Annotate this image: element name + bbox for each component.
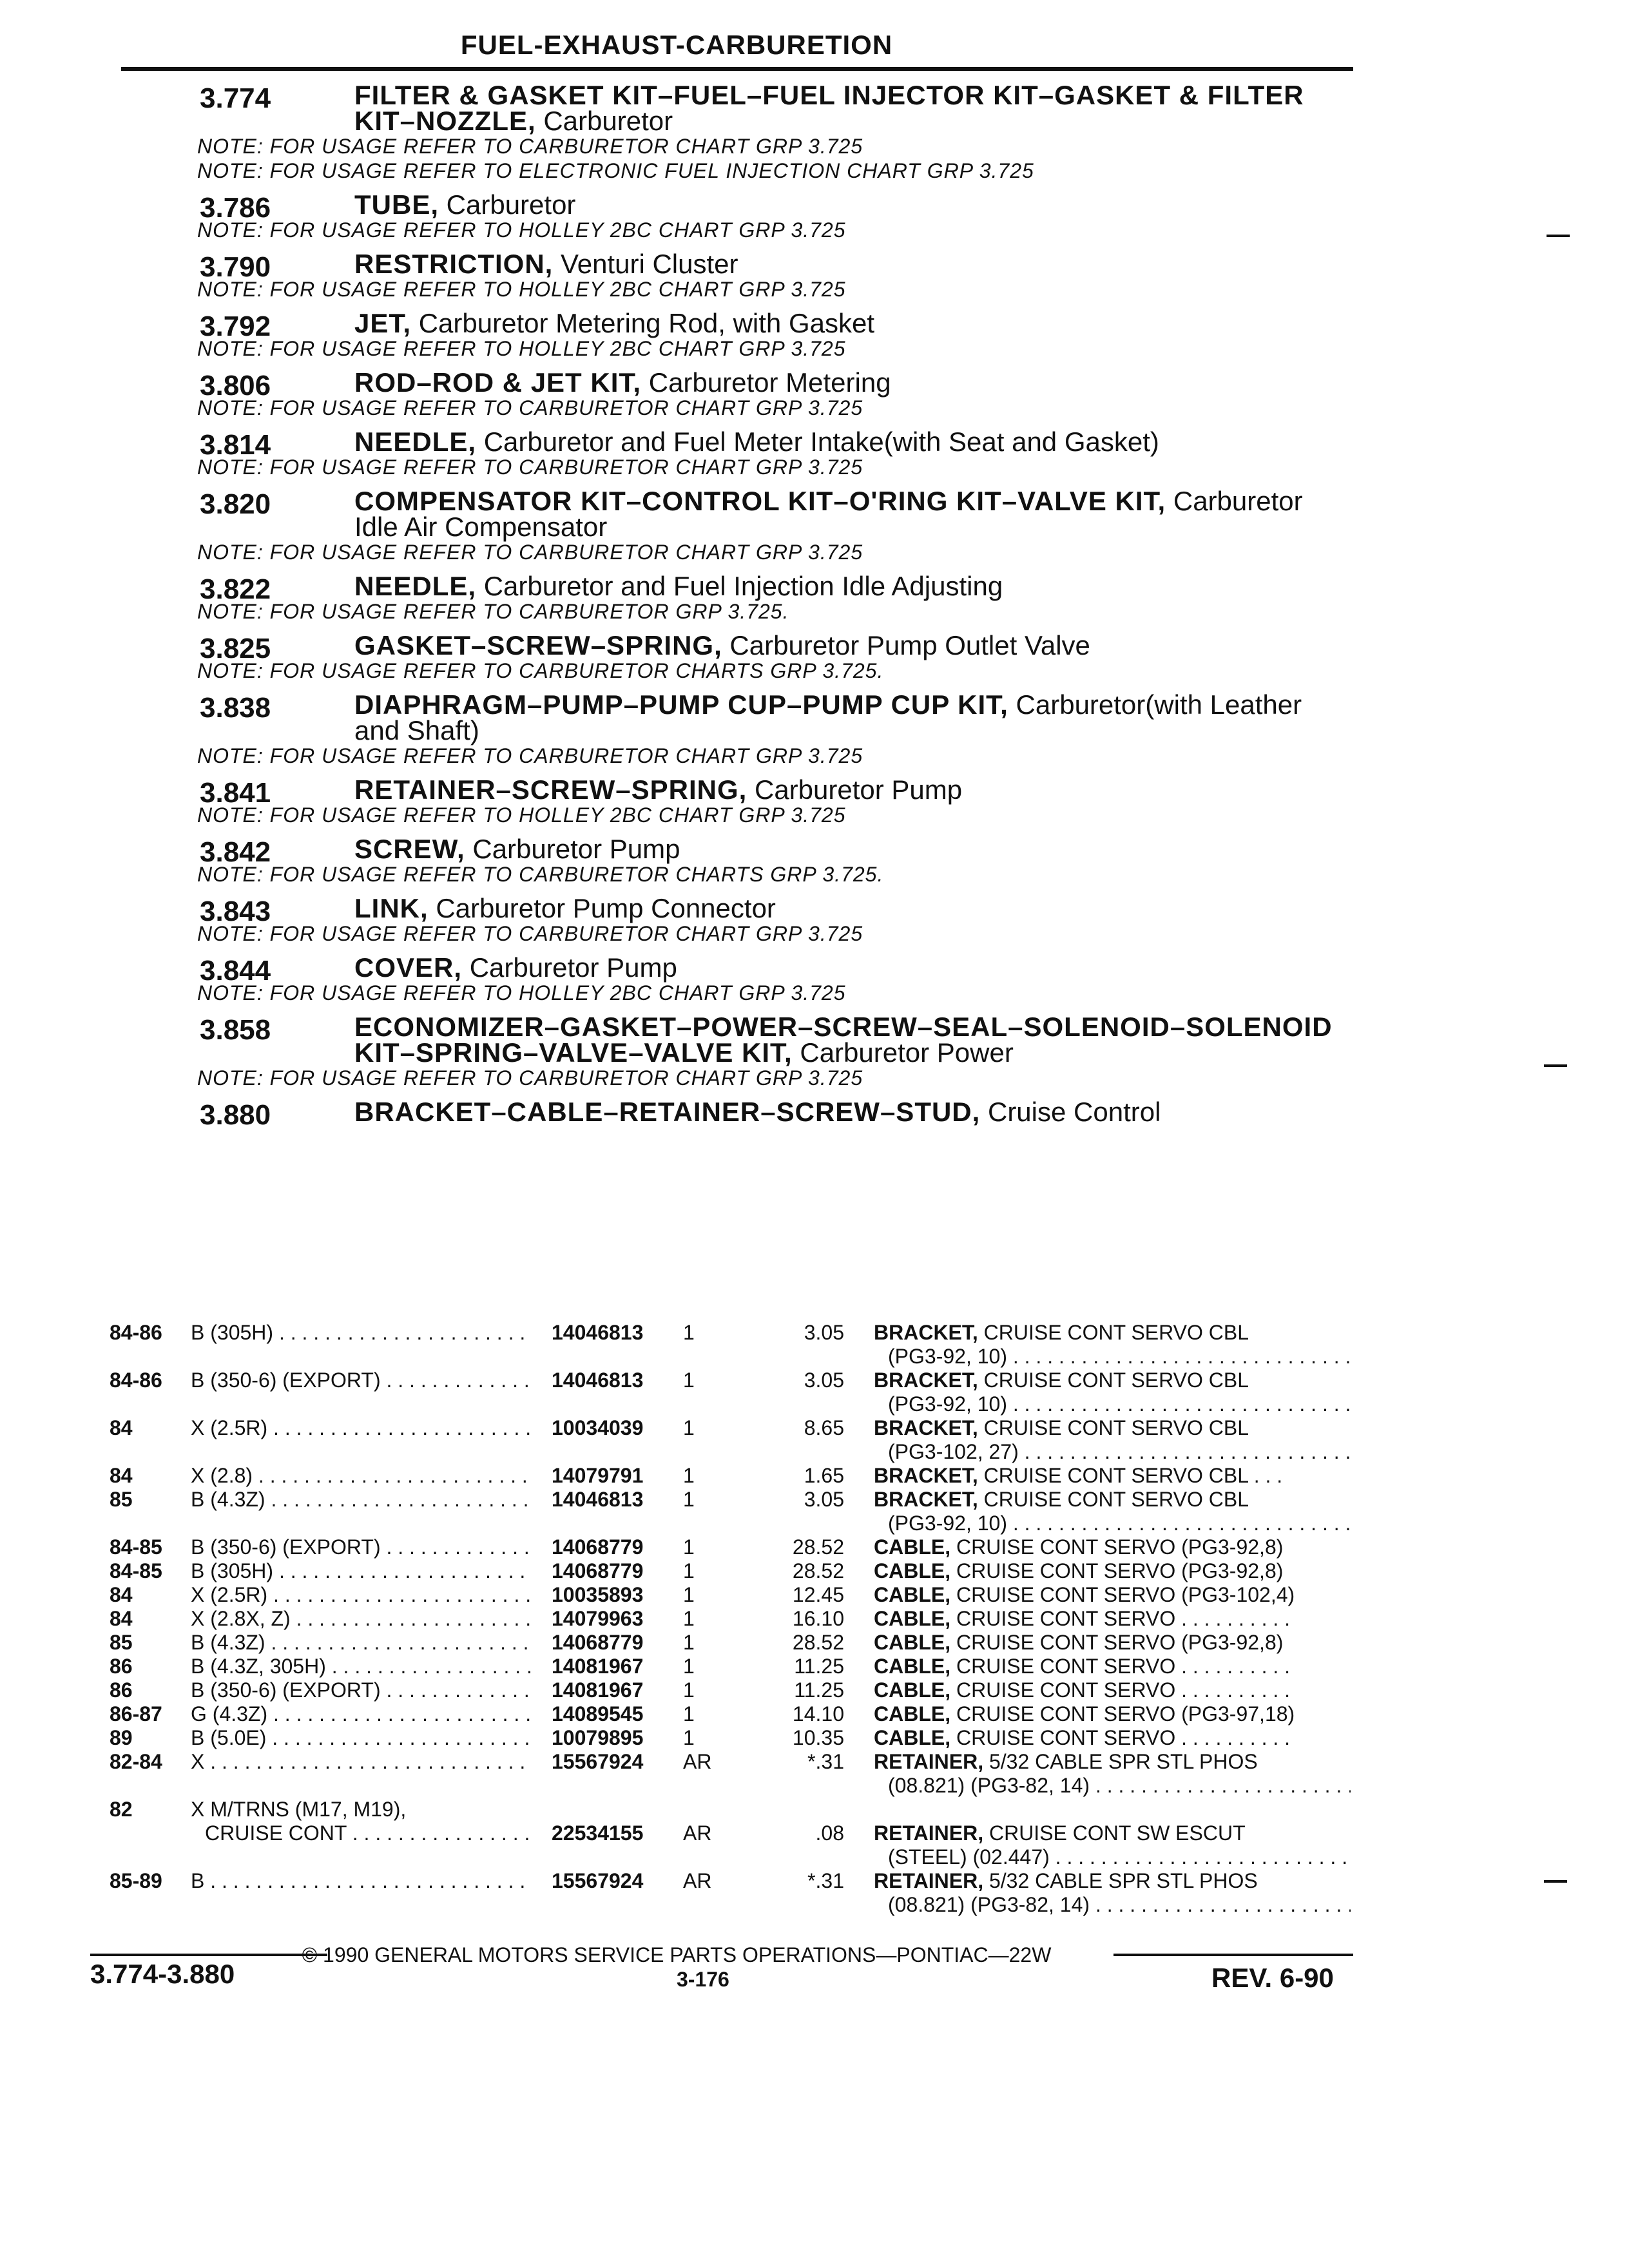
- group-title: [354, 1014, 1334, 1066]
- part-model: X . . .: [191, 1750, 532, 1774]
- part-model: X M/TRNS (M17, M19),: [191, 1798, 407, 1821]
- parts-row: [0, 1488, 1629, 1535]
- part-years: 85-89: [110, 1869, 162, 1892]
- part-price: *.31: [807, 1869, 844, 1892]
- part-description: [874, 1464, 1351, 1488]
- footer-group-range: 3.774-3.880: [90, 1959, 235, 1989]
- group-number: 3.838: [200, 692, 271, 724]
- part-description: [874, 1369, 1351, 1392]
- group-number: 3.844: [200, 955, 271, 986]
- part-desc-text: CRUISE CONT SERVO . . . . . . . . . .: [950, 1678, 1291, 1702]
- part-model-cont: CRUISE CONT . . .: [205, 1821, 532, 1845]
- usage-note: NOTE: FOR USAGE REFER TO CARBURETOR CHART GRP 3.725: [197, 456, 863, 479]
- group-title-bold: ECONOMIZER–GASKET–POWER–SCREW–SEAL–SOLENOID–SOLENOID KIT–SPRING–VALVE–VALVE KIT,: [354, 1012, 1333, 1068]
- group-entry: [0, 367, 1629, 420]
- usage-note: NOTE: FOR USAGE REFER TO CARBURETOR CHART GRP 3.725: [197, 396, 863, 419]
- group-entry: [0, 1097, 1629, 1131]
- group-number: 3.790: [200, 251, 271, 283]
- group-title-rest: Carburetor Metering: [641, 367, 891, 398]
- part-model: X (2.5R) . . .: [191, 1583, 532, 1607]
- part-desc-text: CRUISE CONT SERVO (PG3-92,8): [950, 1559, 1284, 1582]
- part-years: 86: [110, 1655, 133, 1678]
- group-title-bold: LINK,: [354, 893, 429, 923]
- part-qty: AR: [683, 1750, 712, 1773]
- part-number: 14081967: [552, 1678, 644, 1702]
- group-title-rest: Carburetor Metering Rod, with Gasket: [411, 308, 875, 338]
- part-years: 84-86: [110, 1321, 162, 1344]
- parts-row: [0, 1535, 1629, 1559]
- group-title-rest: Carburetor: [439, 189, 576, 220]
- footer-revision: REV. 6-90: [1211, 1963, 1334, 1993]
- part-years: 84: [110, 1464, 133, 1487]
- part-description: [874, 1535, 1351, 1559]
- group-entry: [0, 836, 1629, 887]
- part-description: [874, 1583, 1351, 1607]
- margin-mark: [1544, 1064, 1567, 1067]
- part-description: [874, 1488, 1351, 1512]
- group-title-rest: Venturi Cluster: [553, 249, 738, 279]
- usage-note: NOTE: FOR USAGE REFER TO CARBURETOR CHARTS GRP 3.725.: [197, 863, 884, 886]
- group-number: 3.843: [200, 896, 271, 927]
- part-description: [874, 1821, 1351, 1845]
- part-desc-text: CRUISE CONT SERVO (PG3-92,8): [950, 1631, 1284, 1654]
- part-model: B (350-6) (EXPORT) . . .: [191, 1535, 532, 1559]
- part-qty: 1: [683, 1559, 695, 1582]
- usage-note: NOTE: FOR USAGE REFER TO CARBURETOR CHARTS GRP 3.725.: [197, 659, 884, 682]
- part-desc-bold: CABLE,: [874, 1655, 951, 1678]
- part-desc-bold: CABLE,: [874, 1702, 951, 1725]
- part-desc-bold: RETAINER,: [874, 1869, 984, 1892]
- part-price: *.31: [807, 1750, 844, 1773]
- group-title-bold: BRACKET–CABLE–RETAINER–SCREW–STUD,: [354, 1097, 981, 1127]
- part-desc-bold: BRACKET,: [874, 1416, 978, 1439]
- part-model: X (2.5R) . . .: [191, 1416, 532, 1440]
- part-price: .08: [815, 1821, 844, 1845]
- group-entry: [0, 774, 1629, 827]
- part-qty: 1: [683, 1631, 695, 1654]
- group-number: 3.820: [200, 488, 271, 520]
- part-price: 10.35: [792, 1726, 844, 1749]
- part-description-cont: (08.821) (PG3-82, 14) . . .: [888, 1774, 1351, 1798]
- group-title-bold: NEEDLE,: [354, 427, 477, 457]
- part-price: 14.10: [792, 1702, 844, 1725]
- part-years: 86: [110, 1678, 133, 1702]
- group-title: [354, 251, 1334, 277]
- usage-note: NOTE: FOR USAGE REFER TO HOLLEY 2BC CHART GRP 3.725: [197, 218, 846, 242]
- part-years: 84: [110, 1607, 133, 1630]
- parts-row: [0, 1631, 1629, 1655]
- part-desc-text: CRUISE CONT SERVO (PG3-102,4): [950, 1583, 1295, 1606]
- group-title: [354, 488, 1334, 540]
- parts-row: [0, 1464, 1629, 1488]
- part-description: [874, 1702, 1351, 1726]
- part-desc-bold: CABLE,: [874, 1559, 951, 1582]
- page-header-title: FUEL-EXHAUST-CARBURETION: [460, 30, 893, 60]
- part-desc-text: CRUISE CONT SERVO CBL: [978, 1321, 1249, 1344]
- part-description: [874, 1678, 1351, 1702]
- group-title-bold: RESTRICTION,: [354, 249, 554, 279]
- part-model: B (4.3Z) . . .: [191, 1631, 532, 1655]
- group-number: 3.806: [200, 370, 271, 401]
- parts-row: [0, 1726, 1629, 1750]
- group-title-bold: RETAINER–SCREW–SPRING,: [354, 774, 747, 805]
- part-model: X (2.8) . . .: [191, 1464, 532, 1488]
- part-qty: 1: [683, 1655, 695, 1678]
- part-desc-bold: CABLE,: [874, 1631, 951, 1654]
- part-description-cont: (PG3-92, 10) . . .: [888, 1512, 1351, 1535]
- part-number: 14089545: [552, 1702, 644, 1725]
- group-number: 3.814: [200, 429, 271, 461]
- part-qty: 1: [683, 1702, 695, 1725]
- group-number: 3.842: [200, 836, 271, 868]
- part-description: [874, 1726, 1351, 1750]
- part-model: X (2.8X, Z) . . .: [191, 1607, 532, 1631]
- part-desc-bold: CABLE,: [874, 1583, 951, 1606]
- group-entry: [0, 429, 1629, 479]
- part-model: B (350-6) (EXPORT) . . .: [191, 1678, 532, 1702]
- part-description-cont: (PG3-102, 27) . . .: [888, 1440, 1351, 1464]
- parts-row: [0, 1369, 1629, 1416]
- part-years: 84-86: [110, 1369, 162, 1392]
- part-model: B (350-6) (EXPORT) . . .: [191, 1369, 532, 1392]
- group-title: [354, 952, 1334, 983]
- usage-note: NOTE: FOR USAGE REFER TO HOLLEY 2BC CHART GRP 3.725: [197, 337, 846, 360]
- part-desc-text: 5/32 CABLE SPR STL PHOS: [983, 1869, 1258, 1892]
- group-title: [354, 836, 1334, 862]
- part-desc-bold: CABLE,: [874, 1678, 951, 1702]
- part-desc-bold: BRACKET,: [874, 1488, 978, 1511]
- part-price: 28.52: [792, 1559, 844, 1582]
- part-desc-text: CRUISE CONT SERVO (PG3-92,8): [950, 1535, 1284, 1559]
- part-description-cont: (08.821) (PG3-82, 14) . . .: [888, 1893, 1351, 1917]
- part-description: [874, 1750, 1351, 1774]
- part-number: 14068779: [552, 1631, 644, 1654]
- usage-note: NOTE: FOR USAGE REFER TO CARBURETOR CHART GRP 3.725: [197, 922, 863, 945]
- parts-row: [0, 1607, 1629, 1631]
- part-number: 10035893: [552, 1583, 644, 1606]
- group-title-bold: FILTER & GASKET KIT–FUEL–FUEL INJECTOR KIT–GASKET & FILTER KIT–NOZZLE,: [354, 80, 1304, 136]
- group-number: 3.786: [200, 192, 271, 224]
- part-price: 8.65: [804, 1416, 844, 1439]
- group-title-bold: COVER,: [354, 952, 463, 983]
- part-price: 1.65: [804, 1464, 844, 1487]
- group-title-bold: JET,: [354, 308, 412, 338]
- group-title-bold: NEEDLE,: [354, 571, 477, 601]
- part-qty: 1: [683, 1583, 695, 1606]
- part-years: 86-87: [110, 1702, 162, 1725]
- part-description-cont: (PG3-92, 10) . . .: [888, 1345, 1351, 1369]
- group-entry: [0, 893, 1629, 946]
- part-description: [874, 1631, 1351, 1655]
- group-entry: [0, 251, 1629, 302]
- part-model: G (4.3Z) . . .: [191, 1702, 532, 1726]
- parts-row: [0, 1559, 1629, 1583]
- part-desc-bold: RETAINER,: [874, 1750, 984, 1773]
- group-entry: [0, 689, 1629, 768]
- group-title: [354, 630, 1334, 660]
- part-number: 14081967: [552, 1655, 644, 1678]
- margin-mark: [1544, 1880, 1567, 1883]
- parts-row: [0, 1702, 1629, 1726]
- usage-note: NOTE: FOR USAGE REFER TO HOLLEY 2BC CHART GRP 3.725: [197, 278, 846, 301]
- part-qty: 1: [683, 1321, 695, 1344]
- part-description: [874, 1321, 1351, 1345]
- part-number: 15567924: [552, 1750, 644, 1773]
- group-entry: [0, 308, 1629, 361]
- part-model: B (305H) . . .: [191, 1559, 532, 1583]
- part-years: 84: [110, 1416, 133, 1439]
- group-entry: [0, 1014, 1629, 1090]
- group-title: [354, 82, 1334, 134]
- group-title-bold: GASKET–SCREW–SPRING,: [354, 630, 722, 660]
- part-number: 22534155: [552, 1821, 644, 1845]
- group-number: 3.841: [200, 777, 271, 809]
- part-description: [874, 1416, 1351, 1440]
- part-number: 15567924: [552, 1869, 644, 1892]
- group-title: [354, 689, 1334, 745]
- part-model: B (5.0E) . . .: [191, 1726, 532, 1750]
- group-number: 3.774: [200, 82, 271, 114]
- part-desc-bold: CABLE,: [874, 1535, 951, 1559]
- part-description: [874, 1559, 1351, 1583]
- group-title: [354, 308, 1334, 338]
- group-title-rest: Carburetor(with Leather and Shaft): [354, 689, 1302, 745]
- part-price: 28.52: [792, 1535, 844, 1559]
- group-title-rest: Carburetor Pump Outlet Valve: [722, 630, 1090, 660]
- part-desc-text: CRUISE CONT SERVO CBL . . .: [978, 1464, 1283, 1487]
- group-title-bold: TUBE,: [354, 189, 439, 220]
- part-model: B (305H) . . .: [191, 1321, 532, 1345]
- part-qty: 1: [683, 1369, 695, 1392]
- part-price: 3.05: [804, 1488, 844, 1511]
- part-price: 11.25: [794, 1655, 844, 1678]
- part-years: 84-85: [110, 1535, 162, 1559]
- part-number: 14079791: [552, 1464, 644, 1487]
- part-qty: 1: [683, 1678, 695, 1702]
- group-title-rest: Carburetor Pump: [465, 834, 680, 864]
- group-title-rest: Carburetor Power: [792, 1037, 1014, 1068]
- part-qty: 1: [683, 1726, 695, 1749]
- part-desc-text: CRUISE CONT SERVO (PG3-97,18): [950, 1702, 1295, 1725]
- usage-note: NOTE: FOR USAGE REFER TO CARBURETOR CHART GRP 3.725: [197, 135, 863, 158]
- part-model: B . . .: [191, 1869, 532, 1893]
- part-price: 16.10: [792, 1607, 844, 1630]
- part-model: B (4.3Z) . . .: [191, 1488, 532, 1512]
- margin-mark: [1547, 235, 1570, 237]
- part-number: 14068779: [552, 1535, 644, 1559]
- group-title: [354, 774, 1334, 805]
- parts-row: [0, 1321, 1629, 1369]
- group-number: 3.880: [200, 1099, 271, 1131]
- part-number: 14068779: [552, 1559, 644, 1582]
- part-desc-text: CRUISE CONT SW ESCUT: [983, 1821, 1246, 1845]
- part-desc-bold: RETAINER,: [874, 1821, 984, 1845]
- part-desc-text: CRUISE CONT SERVO CBL: [978, 1416, 1249, 1439]
- part-price: 11.25: [794, 1678, 844, 1702]
- parts-row: [0, 1798, 1629, 1869]
- group-title-rest: Carburetor Pump: [747, 774, 963, 805]
- group-title-rest: Carburetor Pump Connector: [428, 893, 776, 923]
- parts-row: [0, 1678, 1629, 1702]
- group-title-rest: Carburetor and Fuel Meter Intake(with Seat and Gasket): [476, 427, 1159, 457]
- part-years: 84: [110, 1583, 133, 1606]
- part-description: [874, 1869, 1351, 1893]
- part-years: 82: [110, 1798, 133, 1821]
- part-number: 14046813: [552, 1488, 644, 1511]
- group-entry: [0, 573, 1629, 624]
- part-desc-bold: CABLE,: [874, 1607, 951, 1630]
- group-title: [354, 367, 1334, 398]
- group-number: 3.792: [200, 311, 271, 342]
- part-qty: 1: [683, 1416, 695, 1439]
- group-title-rest: Carburetor Idle Air Compensator: [354, 486, 1303, 542]
- part-number: 14079963: [552, 1607, 644, 1630]
- parts-row: [0, 1869, 1629, 1917]
- footer-copyright: © 1990 GENERAL MOTORS SERVICE PARTS OPERATIONS—PONTIAC—22W: [302, 1943, 1052, 1966]
- part-years: 84-85: [110, 1559, 162, 1582]
- usage-note: NOTE: FOR USAGE REFER TO CARBURETOR CHART GRP 3.725: [197, 1066, 863, 1090]
- part-price: 12.45: [792, 1583, 844, 1606]
- part-price: 3.05: [804, 1369, 844, 1392]
- group-title-rest: Carburetor: [535, 106, 673, 136]
- group-title: [354, 893, 1334, 923]
- group-title-bold: COMPENSATOR KIT–CONTROL KIT–O'RING KIT–VALVE KIT,: [354, 486, 1166, 516]
- usage-note: NOTE: FOR USAGE REFER TO CARBURETOR CHART GRP 3.725: [197, 744, 863, 767]
- group-number: 3.825: [200, 633, 271, 664]
- part-years: 89: [110, 1726, 133, 1749]
- group-title: [354, 1099, 1334, 1125]
- part-price: 3.05: [804, 1321, 844, 1344]
- group-title: [354, 429, 1334, 455]
- parts-row: [0, 1655, 1629, 1678]
- group-entry: [0, 630, 1629, 683]
- part-description: [874, 1607, 1351, 1631]
- usage-note: NOTE: FOR USAGE REFER TO HOLLEY 2BC CHART GRP 3.725: [197, 803, 846, 827]
- group-entry: [0, 82, 1629, 183]
- group-number: 3.858: [200, 1014, 271, 1046]
- group-title: [354, 189, 1334, 220]
- part-description: [874, 1655, 1351, 1678]
- group-title: [354, 573, 1334, 599]
- group-title-rest: Carburetor Pump: [462, 952, 677, 983]
- part-number: 10079895: [552, 1726, 644, 1749]
- part-desc-text: 5/32 CABLE SPR STL PHOS: [983, 1750, 1258, 1773]
- part-qty: 1: [683, 1464, 695, 1487]
- part-number: 14046813: [552, 1321, 644, 1344]
- part-qty: AR: [683, 1869, 712, 1892]
- header-rule: [121, 67, 1353, 71]
- group-title-rest: Cruise Control: [980, 1097, 1161, 1127]
- usage-note: NOTE: FOR USAGE REFER TO CARBURETOR CHART GRP 3.725: [197, 541, 863, 564]
- part-qty: AR: [683, 1821, 712, 1845]
- parts-table: [0, 1321, 1629, 1917]
- parts-row: [0, 1416, 1629, 1464]
- part-desc-bold: BRACKET,: [874, 1464, 978, 1487]
- group-title-rest: Carburetor and Fuel Injection Idle Adjusting: [476, 571, 1003, 601]
- part-qty: 1: [683, 1535, 695, 1559]
- part-desc-bold: BRACKET,: [874, 1369, 978, 1392]
- group-title-bold: ROD–ROD & JET KIT,: [354, 367, 642, 398]
- part-qty: 1: [683, 1607, 695, 1630]
- part-desc-text: CRUISE CONT SERVO . . . . . . . . . .: [950, 1607, 1291, 1630]
- part-description-cont: (PG3-92, 10) . . .: [888, 1392, 1351, 1416]
- group-entry: [0, 488, 1629, 564]
- usage-note: NOTE: FOR USAGE REFER TO ELECTRONIC FUEL INJECTION CHART GRP 3.725: [197, 159, 1034, 182]
- part-years: 85: [110, 1631, 133, 1654]
- group-title-bold: SCREW,: [354, 834, 465, 864]
- part-desc-bold: CABLE,: [874, 1726, 951, 1749]
- group-entries: [0, 82, 1629, 1134]
- group-entry: [0, 952, 1629, 1005]
- part-model: B (4.3Z, 305H) . . .: [191, 1655, 532, 1678]
- part-description-cont: (STEEL) (02.447) . . .: [888, 1845, 1351, 1869]
- part-price: 28.52: [792, 1631, 844, 1654]
- group-number: 3.822: [200, 573, 271, 605]
- group-title-bold: DIAPHRAGM–PUMP–PUMP CUP–PUMP CUP KIT,: [354, 689, 1008, 720]
- group-entry: [0, 189, 1629, 242]
- part-number: 10034039: [552, 1416, 644, 1439]
- usage-note: NOTE: FOR USAGE REFER TO CARBURETOR GRP 3.725.: [197, 600, 789, 623]
- part-desc-bold: BRACKET,: [874, 1321, 978, 1344]
- usage-note: NOTE: FOR USAGE REFER TO HOLLEY 2BC CHART GRP 3.725: [197, 981, 846, 1004]
- footer-page-number: 3-176: [677, 1968, 729, 1991]
- part-desc-text: CRUISE CONT SERVO CBL: [978, 1488, 1249, 1511]
- part-years: 85: [110, 1488, 133, 1511]
- part-desc-text: CRUISE CONT SERVO . . . . . . . . . .: [950, 1726, 1291, 1749]
- part-years: 82-84: [110, 1750, 162, 1773]
- part-desc-text: CRUISE CONT SERVO . . . . . . . . . .: [950, 1655, 1291, 1678]
- part-desc-text: CRUISE CONT SERVO CBL: [978, 1369, 1249, 1392]
- parts-row: [0, 1750, 1629, 1798]
- part-qty: 1: [683, 1488, 695, 1511]
- part-number: 14046813: [552, 1369, 644, 1392]
- parts-row: [0, 1583, 1629, 1607]
